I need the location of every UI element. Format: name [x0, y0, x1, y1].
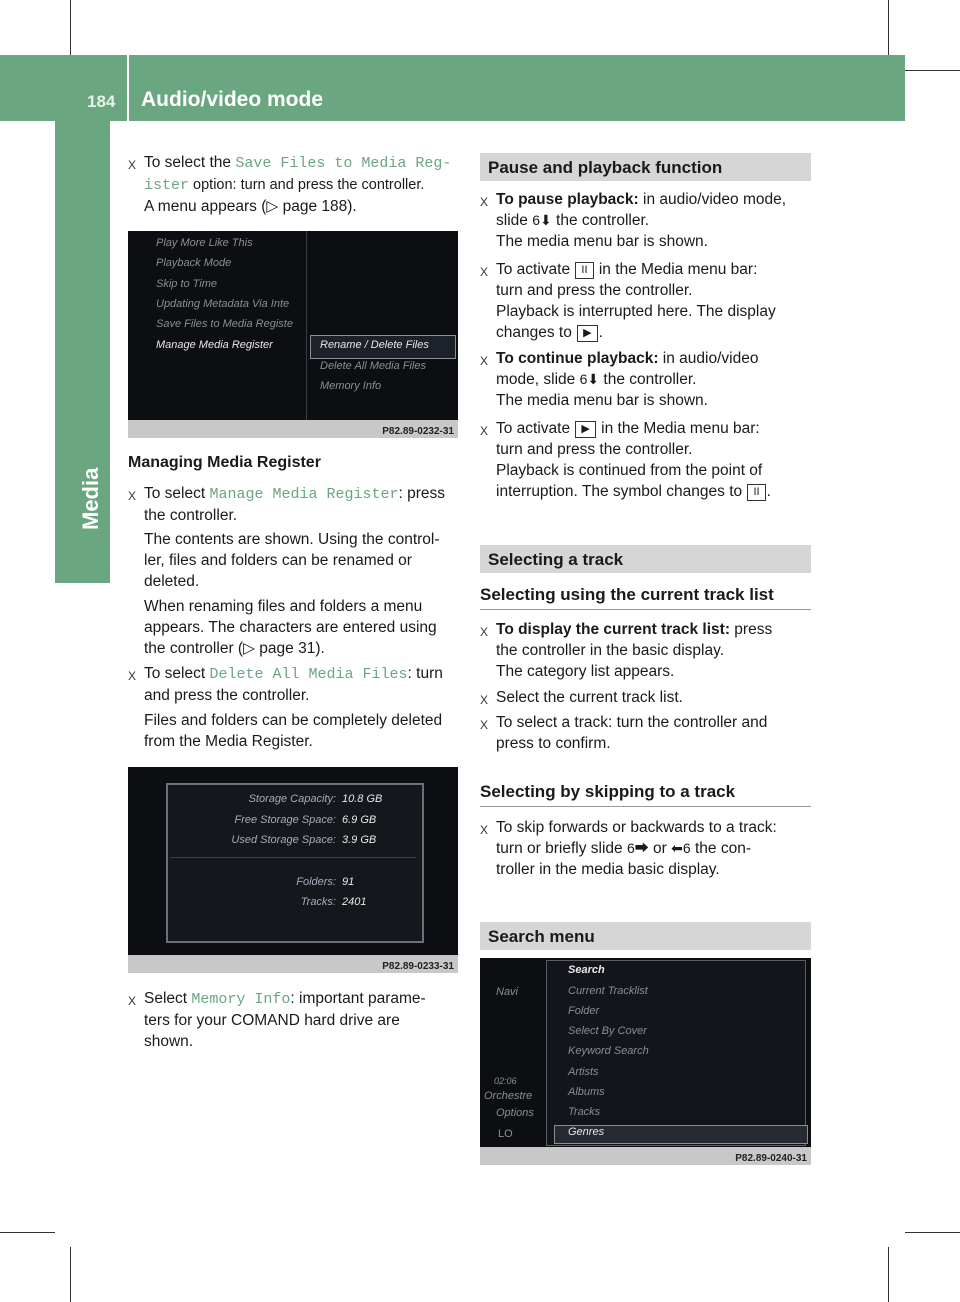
- bullet-icon: X: [480, 265, 489, 279]
- text: shown.: [144, 1033, 194, 1050]
- text: To display the current track list:: [496, 621, 730, 638]
- section-heading-text: Search menu: [488, 927, 595, 946]
- text: : important parame-: [290, 990, 426, 1007]
- text: The media menu bar is shown.: [496, 392, 708, 409]
- info-divider: [170, 857, 416, 858]
- paragraph: [144, 483, 464, 526]
- menu-item: Albums: [568, 1086, 605, 1098]
- text: ler, files and folders can be renamed or: [144, 552, 412, 569]
- text: in audio/video mode,: [638, 191, 787, 208]
- side-item: Navi: [496, 986, 519, 998]
- bullet-icon: X: [128, 994, 137, 1008]
- info-value: 3.9 GB: [342, 834, 377, 846]
- menu-item: Artists: [568, 1066, 599, 1078]
- text: The contents are shown. Using the control-: [144, 531, 440, 548]
- paragraph: [496, 712, 816, 754]
- text: turn and press the controller.: [496, 282, 693, 299]
- paragraph: [496, 189, 816, 252]
- play-icon: ▶: [575, 421, 595, 438]
- text: the controller.: [599, 371, 697, 388]
- menu-item: Search: [568, 964, 605, 976]
- menu-item: Current Tracklist: [568, 985, 648, 997]
- crop-mark: [888, 0, 889, 55]
- crop-mark: [70, 0, 71, 55]
- text: in the Media menu bar:: [596, 420, 760, 437]
- side-item: 02:06: [494, 1076, 517, 1086]
- subheading-rule: [480, 806, 811, 807]
- text: slide: [496, 212, 533, 229]
- controller-slide-right-icon: 6⮕: [626, 840, 649, 856]
- section-heading: [480, 545, 811, 573]
- bullet-icon: X: [128, 158, 137, 172]
- menu-item: Play More Like This: [156, 237, 253, 249]
- side-item: Options: [496, 1107, 534, 1119]
- subheading: Selecting using the current track list: [480, 585, 774, 604]
- text: appears. The characters are entered using: [144, 619, 437, 636]
- text: : press: [398, 485, 446, 502]
- paragraph: [144, 529, 464, 592]
- text: To continue playback:: [496, 350, 659, 367]
- paragraph: [496, 259, 816, 343]
- text: Select the current track list.: [496, 689, 683, 706]
- crop-mark: [905, 70, 960, 71]
- bullet-icon: X: [480, 718, 489, 732]
- info-value: 91: [342, 876, 355, 888]
- side-tab-label: Media: [78, 467, 103, 530]
- side-item: LO: [498, 1128, 513, 1140]
- paragraph: [496, 619, 816, 682]
- header-divider: [127, 55, 129, 121]
- subheading: Selecting by skipping to a track: [480, 782, 736, 801]
- crop-mark: [888, 1247, 889, 1302]
- page-number: 184: [87, 92, 116, 111]
- paragraph: [496, 817, 816, 880]
- screenshot-manage-media: [128, 231, 458, 438]
- menu-item: Rename / Delete Files: [320, 339, 429, 351]
- text: Playback is continued from the point of: [496, 462, 763, 479]
- text: the controller in the basic display.: [496, 642, 725, 659]
- text: or: [648, 840, 672, 857]
- text: To select: [144, 665, 210, 682]
- menu-item: Playback Mode: [156, 257, 232, 269]
- info-label: Storage Capacity:: [248, 793, 336, 805]
- header-bar: [0, 55, 905, 121]
- text: in audio/video: [658, 350, 759, 367]
- menu-item: Keyword Search: [568, 1045, 649, 1057]
- text: press: [730, 621, 773, 638]
- subheading: Managing Media Register: [128, 454, 321, 471]
- menu-item: Memory Info: [320, 380, 382, 392]
- paragraph: [144, 710, 464, 752]
- image-footer: [128, 420, 458, 438]
- paragraph: [144, 596, 464, 659]
- bullet-icon: X: [480, 354, 489, 368]
- text: deleted.: [144, 573, 200, 590]
- section-heading: [480, 153, 811, 181]
- text: When renaming files and folders a menu: [144, 598, 423, 615]
- bullet-icon: X: [480, 823, 489, 837]
- image-footer: [480, 1147, 811, 1165]
- text: in the Media menu bar:: [594, 261, 758, 278]
- bullet-icon: X: [128, 669, 137, 683]
- menu-label: Delete All Media Files: [209, 666, 408, 683]
- section-heading-text: Pause and playback function: [488, 158, 723, 177]
- menu-right-panel: [306, 231, 307, 420]
- paragraph: [496, 687, 816, 708]
- side-item: Orchestre: [484, 1090, 533, 1102]
- image-code: P82.89-0232-31: [382, 426, 454, 437]
- text: .: [766, 483, 771, 500]
- text: To activate: [496, 261, 575, 278]
- text: ters for your COMAND hard drive are: [144, 1012, 400, 1029]
- image-code: P82.89-0240-31: [735, 1153, 807, 1164]
- text: changes to: [496, 324, 577, 341]
- menu-label: Memory Info: [191, 991, 291, 1008]
- bullet-icon: X: [480, 625, 489, 639]
- subheading-rule: [480, 609, 811, 610]
- info-value: 6.9 GB: [342, 814, 377, 826]
- text: To skip forwards or backwards to a track:: [496, 819, 777, 836]
- screenshot-search-menu: [480, 958, 811, 1165]
- paragraph: [144, 988, 464, 1052]
- text: : turn: [407, 665, 443, 682]
- text: the controller (▷ page 31).: [144, 640, 325, 657]
- menu-item: Manage Media Register: [156, 339, 273, 351]
- text: The media menu bar is shown.: [496, 233, 708, 250]
- text: from the Media Register.: [144, 733, 313, 750]
- section-heading-text: Selecting a track: [488, 550, 624, 569]
- paragraph: [496, 418, 816, 502]
- paragraph: [496, 348, 816, 411]
- paragraph: [144, 152, 464, 217]
- text: Playback is interrupted here. The display: [496, 303, 776, 320]
- info-value: 2401: [342, 896, 367, 908]
- text: turn and press the controller.: [496, 441, 693, 458]
- controller-slide-down-icon: 6⬇: [579, 371, 600, 387]
- text: The category list appears.: [496, 663, 675, 680]
- text: To activate: [496, 420, 575, 437]
- text: option: turn and press the controller.: [189, 177, 425, 193]
- menu-item: Updating Metadata Via Inte: [156, 298, 290, 310]
- info-label: Tracks:: [300, 896, 336, 908]
- text: To pause playback:: [496, 191, 639, 208]
- crop-mark: [70, 1247, 71, 1302]
- text: .: [598, 324, 603, 341]
- crop-mark: [905, 1232, 960, 1233]
- pause-icon: II: [575, 262, 593, 279]
- screenshot-memory-info: [128, 767, 458, 973]
- text: Files and folders can be completely deleted: [144, 712, 443, 729]
- info-dialog: [166, 783, 424, 943]
- paragraph: [144, 663, 464, 706]
- text: press to confirm.: [496, 735, 611, 752]
- text: To select the: [144, 154, 236, 171]
- text: troller in the media basic display.: [496, 861, 720, 878]
- text: mode, slide: [496, 371, 580, 388]
- menu-item: Tracks: [568, 1106, 601, 1118]
- section-heading: [480, 922, 811, 950]
- bullet-icon: X: [480, 195, 489, 209]
- pause-icon: II: [747, 484, 765, 501]
- bullet-icon: X: [128, 489, 137, 503]
- text: Select: [144, 990, 192, 1007]
- text: To select a track: turn the controller and: [496, 714, 768, 731]
- text: the controller.: [144, 507, 238, 524]
- menu-item: Genres: [568, 1126, 605, 1138]
- menu-item: Skip to Time: [156, 278, 218, 290]
- text: interruption. The symbol changes to: [496, 483, 747, 500]
- text: turn or briefly slide: [496, 840, 627, 857]
- text: A menu appears (▷ page 188).: [144, 198, 357, 215]
- bullet-icon: X: [480, 693, 489, 707]
- image-footer: [128, 955, 458, 973]
- info-label: Free Storage Space:: [234, 814, 336, 826]
- info-label: Folders:: [296, 876, 336, 888]
- text: To select: [144, 485, 210, 502]
- menu-label: ister: [144, 177, 190, 194]
- controller-slide-left-icon: ⬅6: [671, 840, 691, 856]
- menu-label: Save Files to Media Reg‐: [235, 155, 452, 172]
- image-code: P82.89-0233-31: [382, 961, 454, 972]
- play-icon: ▶: [577, 325, 597, 342]
- text: and press the controller.: [144, 687, 310, 704]
- menu-item: Select By Cover: [568, 1025, 647, 1037]
- menu-label: Manage Media Register: [209, 486, 399, 503]
- menu-item: Save Files to Media Registe: [156, 318, 293, 330]
- text: the controller.: [551, 212, 650, 229]
- controller-slide-down-icon: 6⬇: [532, 212, 552, 228]
- info-label: Used Storage Space:: [231, 834, 336, 846]
- info-value: 10.8 GB: [342, 793, 383, 805]
- crop-mark: [0, 1232, 55, 1233]
- text: the con-: [690, 840, 751, 857]
- bullet-icon: X: [480, 424, 489, 438]
- menu-item: Delete All Media Files: [320, 360, 426, 372]
- menu-item: Folder: [568, 1005, 600, 1017]
- section-title: Audio/video mode: [141, 88, 324, 111]
